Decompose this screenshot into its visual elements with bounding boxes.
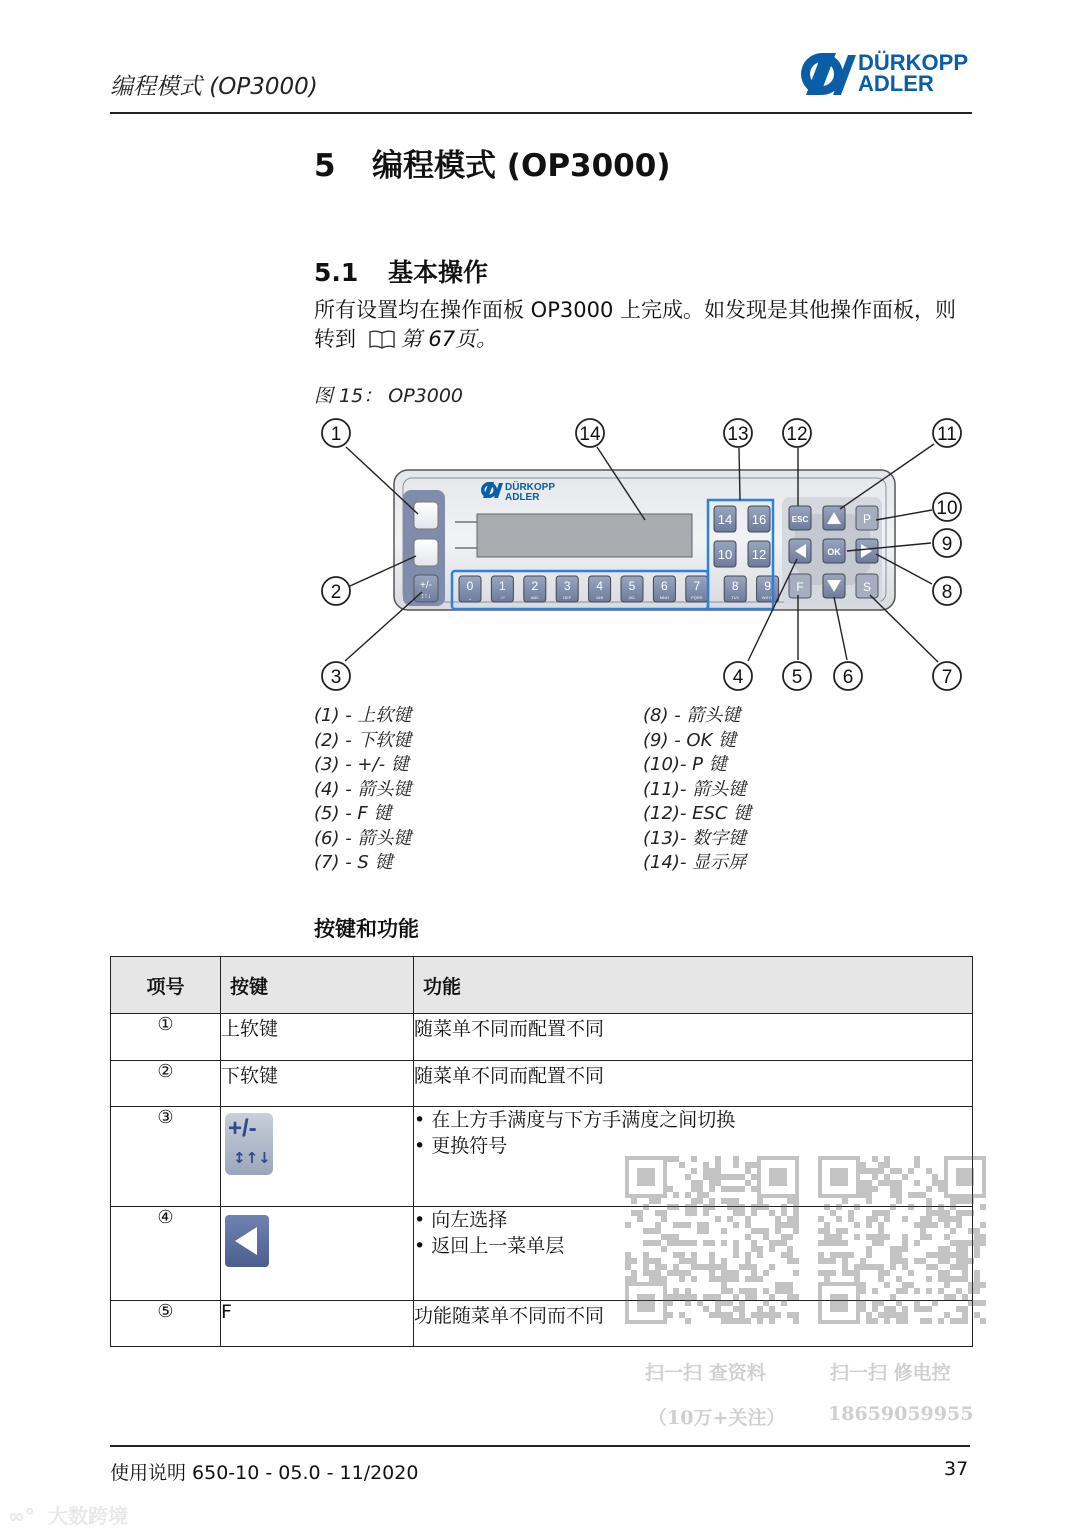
callout-5 [783,662,811,690]
legend-item: (12)- ESC 键 [643,803,752,824]
figure-caption: 图 15： OP3000 [314,385,464,407]
intro-text: 所有设置均在操作面板 OP3000 上完成。如发现是其他操作面板，则转到 [314,298,956,351]
svg-text:DEF: DEF [563,595,572,600]
svg-text:5: 5 [628,579,636,593]
legend-item: (13)- 数字键 [643,827,747,849]
legend-item: (5) - F 键 [314,803,392,824]
key-name: F [221,1301,414,1347]
legend-item: (10)- P 键 [643,754,727,775]
number-key-12 [748,541,770,567]
svg-text:MNO: MNO [659,595,670,600]
digit-key-6 [653,576,675,602]
plusminus-key-label: +/- [420,580,432,591]
brand-watermark-icon: ∞° [8,1504,35,1528]
legend-item: (7) - S 键 [314,852,393,873]
section-title: 编程模式 (OP3000) [372,148,671,184]
svg-text:./?: ./? [500,595,505,600]
callout-3 [322,662,350,690]
callout-11 [933,419,961,447]
legend-item: (3) - +/- 键 [314,754,409,775]
digit-key-9 [757,576,779,602]
svg-text:F: F [796,580,804,594]
header-function: 功能 [414,957,973,1014]
svg-text:14: 14 [717,512,733,527]
legend-item: (8) - 箭头键 [643,705,741,726]
svg-text:14: 14 [579,424,601,445]
svg-text:9: 9 [941,534,953,555]
callout-4 [724,662,752,690]
key-image-cell [221,1107,414,1207]
function-text: 随菜单不同而配置不同 [414,1061,973,1107]
section-number: 5 [314,148,336,184]
callout-12 [783,419,811,447]
svg-text:16: 16 [751,512,767,527]
running-header-title: 编程模式 (OP3000) [110,74,318,100]
digit-key-7 [686,576,708,602]
qr-code-watermark-1 [625,1156,800,1331]
section-heading [314,140,670,185]
digit-key-4 [589,576,611,602]
header-key: 按键 [221,957,414,1014]
number-key-10 [714,541,736,567]
figure-legend-right [643,704,751,876]
callout-10 [933,493,961,521]
watermark-caption-1: 扫一扫 查资料 [645,1362,766,1384]
table-header-row [111,957,973,1014]
callout-8 [933,577,961,605]
svg-text:4: 4 [732,667,744,688]
item-number: ① [111,1014,221,1061]
svg-text:1: 1 [330,424,342,445]
svg-text:P: P [862,512,872,526]
legend-item: (6) - 箭头键 [314,827,412,849]
digit-key-0 [459,576,481,602]
svg-text:OK: OK [827,547,841,557]
digit-key-3 [556,576,578,602]
svg-text:7: 7 [693,579,701,593]
svg-text:2: 2 [330,582,342,603]
svg-text:6: 6 [842,667,854,688]
watermark-sub-1: （10万+关注） [648,1407,786,1429]
item-number: ④ [111,1207,221,1301]
intro-paragraph [314,296,964,357]
svg-text:10: 10 [717,547,733,562]
qr-code-watermark-2 [818,1156,988,1331]
watermark-sub-2: 18659059955 [828,1403,974,1425]
book-icon [369,328,395,357]
key-image-cell [221,1207,414,1301]
lower-softkey [414,539,438,566]
svg-text:TUV: TUV [731,595,740,600]
svg-text:2: 2 [531,579,539,593]
subsection-title: 基本操作 [388,258,489,287]
svg-text:8: 8 [731,579,739,593]
legend-item: (11)- 箭头键 [643,778,747,800]
svg-text:0: 0 [466,579,474,593]
function-text: 功能随菜单不同而不同 [414,1301,973,1347]
svg-text:↕↑↓: ↕↑↓ [420,593,432,600]
callout-6 [834,662,862,690]
table-row [111,1061,973,1107]
logo-text-line2: ADLER [858,71,934,96]
svg-text:5: 5 [791,667,803,688]
digit-key-8 [724,576,746,602]
function-list: • 在上方手满度与下方手满度之间切换 • 更换符号 [414,1107,973,1207]
callout-1 [322,419,350,447]
svg-text:13: 13 [727,424,749,445]
item-number: ② [111,1061,221,1107]
legend-item: (2) - 下软键 [314,729,412,751]
function-text: 随菜单不同而配置不同 [414,1014,973,1061]
callout-7 [933,662,961,690]
item-number: ⑤ [111,1301,221,1347]
svg-text:6: 6 [661,579,668,593]
digit-key-1 [491,576,513,602]
header-rule [110,112,972,114]
brand-watermark: ∞° 大数跨境 [8,1504,128,1528]
callout-14 [576,419,604,447]
callout-9 [933,529,961,557]
svg-text:ABC: ABC [530,595,539,600]
svg-text:WXYZ: WXYZ [761,595,774,600]
svg-text:10: 10 [936,498,958,519]
svg-text:3: 3 [563,579,571,593]
item-number: ③ [111,1107,221,1207]
digit-key-2 [524,576,546,602]
svg-text:12: 12 [786,424,808,445]
svg-text:3: 3 [330,667,342,688]
logo-text-line1: DÜRKOPP [858,50,969,75]
svg-text:11: 11 [937,424,957,445]
legend-item: (1) - 上软键 [314,705,412,726]
svg-text:7: 7 [941,667,953,688]
plusminus-key-icon: +/- ↕↑↓ [225,1113,273,1175]
footer-rule [110,1445,970,1447]
page-number: 37 [944,1458,969,1480]
svg-text:8: 8 [941,582,953,603]
svg-text:1: 1 [499,579,506,593]
svg-text:4: 4 [596,579,603,593]
duerkopp-adler-logo [800,50,975,98]
svg-text:S: S [862,580,872,594]
legend-item: (4) - 箭头键 [314,778,412,800]
logo-emblem-icon [800,51,856,97]
callout-2 [322,577,350,605]
svg-text:JKL: JKL [628,595,636,600]
svg-text:DÜRKOPP: DÜRKOPP [505,482,556,493]
svg-text:GHI: GHI [596,595,604,600]
key-name: 下软键 [221,1061,414,1107]
digit-key-5 [621,576,643,602]
callout-13 [724,419,752,447]
page-reference[interactable]: 第 67页。 [400,327,498,351]
table-row [111,1014,973,1061]
legend-item: (9) - OK 键 [643,729,737,751]
key-name: 上软键 [221,1014,414,1061]
footer-document-id: 使用说明 650-10 - 05.0 - 11/2020 [110,1462,419,1484]
svg-text:PQRS: PQRS [691,595,703,600]
number-key-14 [714,506,736,532]
subsection-heading [314,253,488,289]
svg-text:␣: ␣ [468,595,472,600]
upper-softkey [414,502,438,529]
function-list: • 向左选择 • 返回上一菜单层 [414,1207,973,1301]
subsection-number: 5.1 [314,258,359,287]
header-item: 项号 [111,957,221,1014]
svg-text:12: 12 [751,547,767,562]
table-caption: 按键和功能 [314,917,419,941]
legend-item: (14)- 显示屏 [643,852,747,873]
arrow-left-key-icon [225,1215,269,1267]
op3000-figure [310,410,980,700]
number-key-16 [748,506,770,532]
watermark-caption-2: 扫一扫 修电控 [830,1362,951,1384]
figure-legend-left [314,704,411,876]
lcd-display [477,514,692,557]
svg-text:9: 9 [764,579,771,593]
svg-text:ESC: ESC [791,515,809,524]
svg-text:ADLER: ADLER [505,492,540,503]
